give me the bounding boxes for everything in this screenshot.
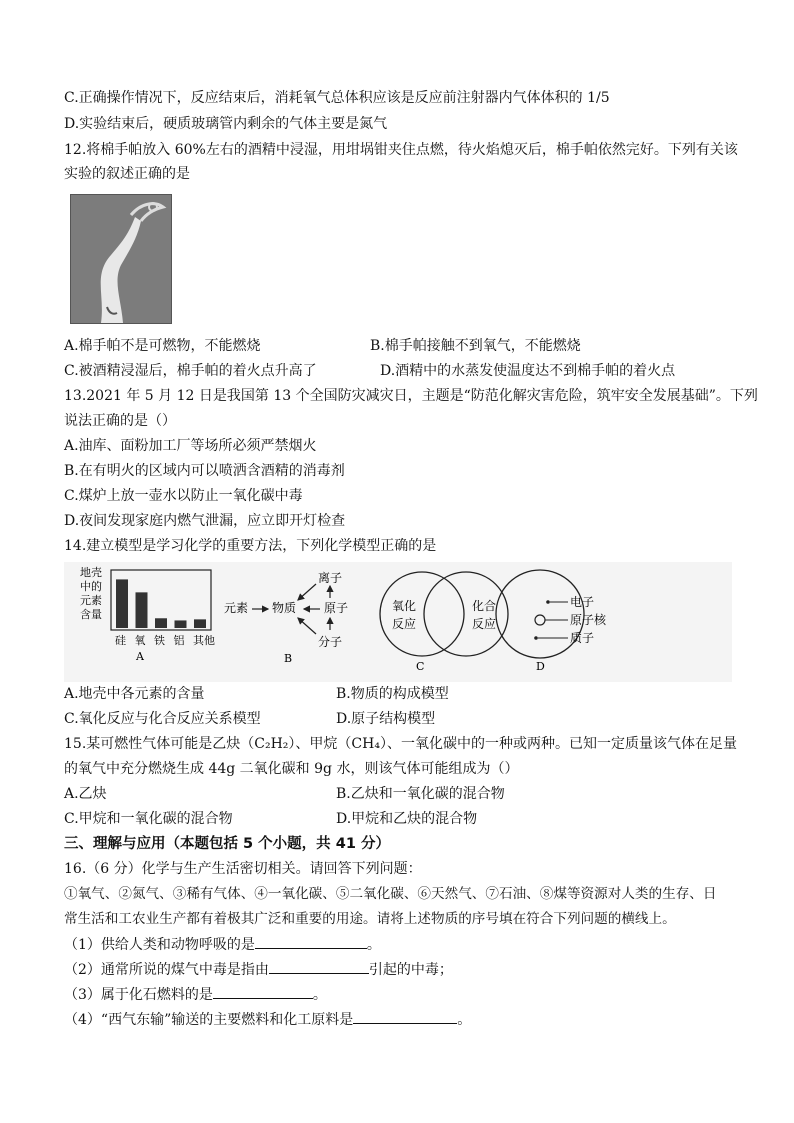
fig-c-combination-1: 化合 <box>472 599 497 613</box>
fig-a-ylabel-3: 含量 <box>80 608 102 621</box>
q11-option-c: C.正确操作情况下，反应结束后，消耗氧气总体积应该是反应前注射器内气体体积的 1/5 <box>64 90 610 106</box>
q16-part2 <box>64 959 453 980</box>
q16-part4-blank[interactable] <box>353 1009 457 1024</box>
q16-stem: 16.（6 分）化学与生产生活密切相关。请回答下列问题： <box>64 861 422 877</box>
q13-option-d: D.夜间发现家庭内燃气泄漏，应立即开灯检查 <box>64 513 346 529</box>
burning-handkerchief-photo <box>70 194 172 324</box>
q12-option-d: D.酒精中的水蒸发使温度达不到棉手帕的着火点 <box>380 363 676 379</box>
q13-stem-line2: 说法正确的是（） <box>64 413 176 429</box>
fig-b-substance: 物质 <box>272 601 297 615</box>
q15-option-a: A.乙炔 <box>64 786 107 802</box>
q16-part3-blank[interactable] <box>213 984 313 999</box>
q14-option-b: B.物质的构成模型 <box>336 686 449 702</box>
q16-part1-blank[interactable] <box>255 934 367 949</box>
q15-stem-line1: 15.某可燃性气体可能是乙炔（C₂H₂）、甲烷（CH₄）、一氧化碳中的一种或两种。已知一定质量该气体在足量 <box>64 736 737 752</box>
fig-a-bar-2 <box>155 618 167 628</box>
q16-part4 <box>64 1009 471 1030</box>
q13-option-b: B.在有明火的区域内可以喷洒含酒精的消毒剂 <box>64 463 345 479</box>
fig-c-oxidation-2: 反应 <box>392 617 417 631</box>
fig-b-label: B <box>284 652 293 665</box>
q12-stem-line1: 12.将棉手帕放入 60%左右的酒精中浸湿，用坩埚钳夹住点燃，待火焰熄灭后，棉手帕依然完好。下列有关该 <box>64 142 738 158</box>
fig-b-molecule: 分子 <box>318 635 343 649</box>
q14-models-figure <box>64 562 732 682</box>
fig-d-proton: 质子 <box>570 631 595 645</box>
q16-part4-text: （4）“西气东输”输送的主要燃料和化工原料是 <box>64 1012 354 1028</box>
fig-b-atom: 原子 <box>324 601 349 615</box>
fig-c-label: C <box>416 660 425 673</box>
q16-materials-line1: ①氧气、②氮气、③稀有气体、④一氧化碳、⑤二氧化碳、⑥天然气、⑦石油、⑧煤等资源对人类的生存、日 <box>64 886 717 902</box>
fig-b-element: 元素 <box>224 601 249 615</box>
q14-option-d: D.原子结构模型 <box>336 711 436 727</box>
q16-materials-line2: 常生活和工农业生产都有着极其广泛和重要的用途。请将上述物质的序号填在符合下列问题的横线上。 <box>64 911 676 927</box>
fig-a-bar-4 <box>194 619 206 628</box>
q16-part3-text: （3）属于化石燃料的是 <box>64 987 213 1003</box>
fig-a-ylabel-1: 中的 <box>80 580 102 593</box>
fig-a-bar-3 <box>175 620 187 628</box>
fig-a-category-2: 铁 <box>154 634 165 647</box>
fig-d-label: D <box>536 660 545 673</box>
fig-a-category-3: 铝 <box>173 634 185 647</box>
section-three-heading: 三、理解与应用（本题包括 5 个小题，共 41 分） <box>64 836 390 852</box>
q14-option-a: A.地壳中各元素的含量 <box>64 686 205 702</box>
q11-option-d: D.实验结束后，硬质玻璃管内剩余的气体主要是氮气 <box>64 116 388 132</box>
q13-stem-line1: 13.2021 年 5 月 12 日是我国第 13 个全国防灾减灾日，主题是“防范化解灾害危险，筑牢安全发展基础”。下列 <box>64 388 758 404</box>
q16-part3 <box>64 984 327 1005</box>
fig-a-bar-0 <box>116 579 128 628</box>
q15-option-d: D.甲烷和乙炔的混合物 <box>336 811 478 827</box>
fig-a-category-1: 氧 <box>134 634 146 647</box>
fig-d-nucleus-label: 原子核 <box>570 613 607 627</box>
q16-part2-text: （2）通常所说的煤气中毒是指由 <box>64 962 269 978</box>
q15-option-c: C.甲烷和一氧化碳的混合物 <box>64 811 233 827</box>
fig-a-category-0: 硅 <box>115 634 126 647</box>
fig-d-electron: 电子 <box>570 595 595 609</box>
q13-option-a: A.油库、面粉加工厂等场所必须严禁烟火 <box>64 438 317 454</box>
q13-option-c: C.煤炉上放一壶水以防止一氧化碳中毒 <box>64 488 303 504</box>
fig-a-ylabel-2: 元素 <box>80 594 102 607</box>
fig-d-electron-dot <box>546 600 550 604</box>
fig-a-category-4: 其他 <box>193 634 215 647</box>
fig-a-bar-1 <box>136 592 148 628</box>
fig-c-oxidation-1: 氧化 <box>392 599 417 613</box>
q12-stem-line2: 实验的叙述正确的是 <box>64 166 190 182</box>
q16-part2-blank[interactable] <box>269 959 369 974</box>
fig-c-combination-2: 反应 <box>472 617 497 631</box>
fig-d-proton-dot <box>534 636 538 640</box>
q16-part1-text: （1）供给人类和动物呼吸的是 <box>64 937 255 953</box>
q16-part2-end: 引起的中毒； <box>368 962 453 978</box>
q14-option-c: C.氧化反应与化合反应关系模型 <box>64 711 261 727</box>
q16-part1 <box>64 934 381 955</box>
q15-stem-line2: 的氧气中充分燃烧生成 44g 二氧化碳和 9g 水，则该气体可能组成为（） <box>64 761 519 777</box>
q15-option-b: B.乙炔和一氧化碳的混合物 <box>336 786 505 802</box>
q16-part1-end: 。 <box>366 937 381 953</box>
q12-option-c: C.被酒精浸湿后，棉手帕的着火点升高了 <box>64 363 317 379</box>
q12-option-b: B.棉手帕接触不到氧气，不能燃烧 <box>370 338 581 354</box>
fig-a-label: A <box>136 650 144 663</box>
q16-part4-end: 。 <box>457 1012 472 1028</box>
q14-stem: 14.建立模型是学习化学的重要方法，下列化学模型正确的是 <box>64 538 437 554</box>
q16-part3-end: 。 <box>312 987 327 1003</box>
fig-a-ylabel-0: 地壳 <box>80 566 102 579</box>
q12-option-a: A.棉手帕不是可燃物，不能燃烧 <box>64 338 261 354</box>
fig-b-ion: 离子 <box>318 571 343 585</box>
